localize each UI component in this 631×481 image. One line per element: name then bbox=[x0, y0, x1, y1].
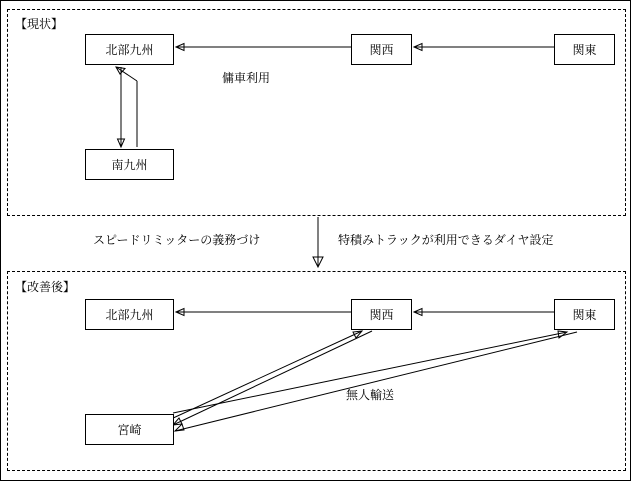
panel-current-state-title: 【現状】 bbox=[15, 17, 64, 31]
panel-improved-state-title: 【改善後】 bbox=[15, 280, 76, 294]
edge-label-current-bishakuriyou: 傭車利用 bbox=[222, 71, 271, 85]
edge-label-improved-mujin-kaisou: 無人輸送 bbox=[346, 388, 395, 402]
node-improved-miyazaki: 宮崎 bbox=[85, 414, 174, 445]
node-current-kanto: 関東 bbox=[554, 34, 615, 65]
node-current-kansai: 関西 bbox=[351, 34, 412, 65]
middle-label-speed-limiter: スピードリミッターの義務づけ bbox=[93, 233, 261, 247]
node-current-hokubu-kyushu: 北部九州 bbox=[85, 34, 174, 65]
node-improved-kansai: 関西 bbox=[351, 299, 412, 330]
node-improved-kanto: 関東 bbox=[554, 299, 615, 330]
node-current-minami-kyushu: 南九州 bbox=[85, 149, 174, 180]
middle-label-diagram-setting: 特積みトラックが利用できるダイヤ設定 bbox=[338, 233, 554, 247]
arrow-transition-down bbox=[313, 217, 323, 267]
node-improved-hokubu-kyushu: 北部九州 bbox=[85, 299, 174, 330]
